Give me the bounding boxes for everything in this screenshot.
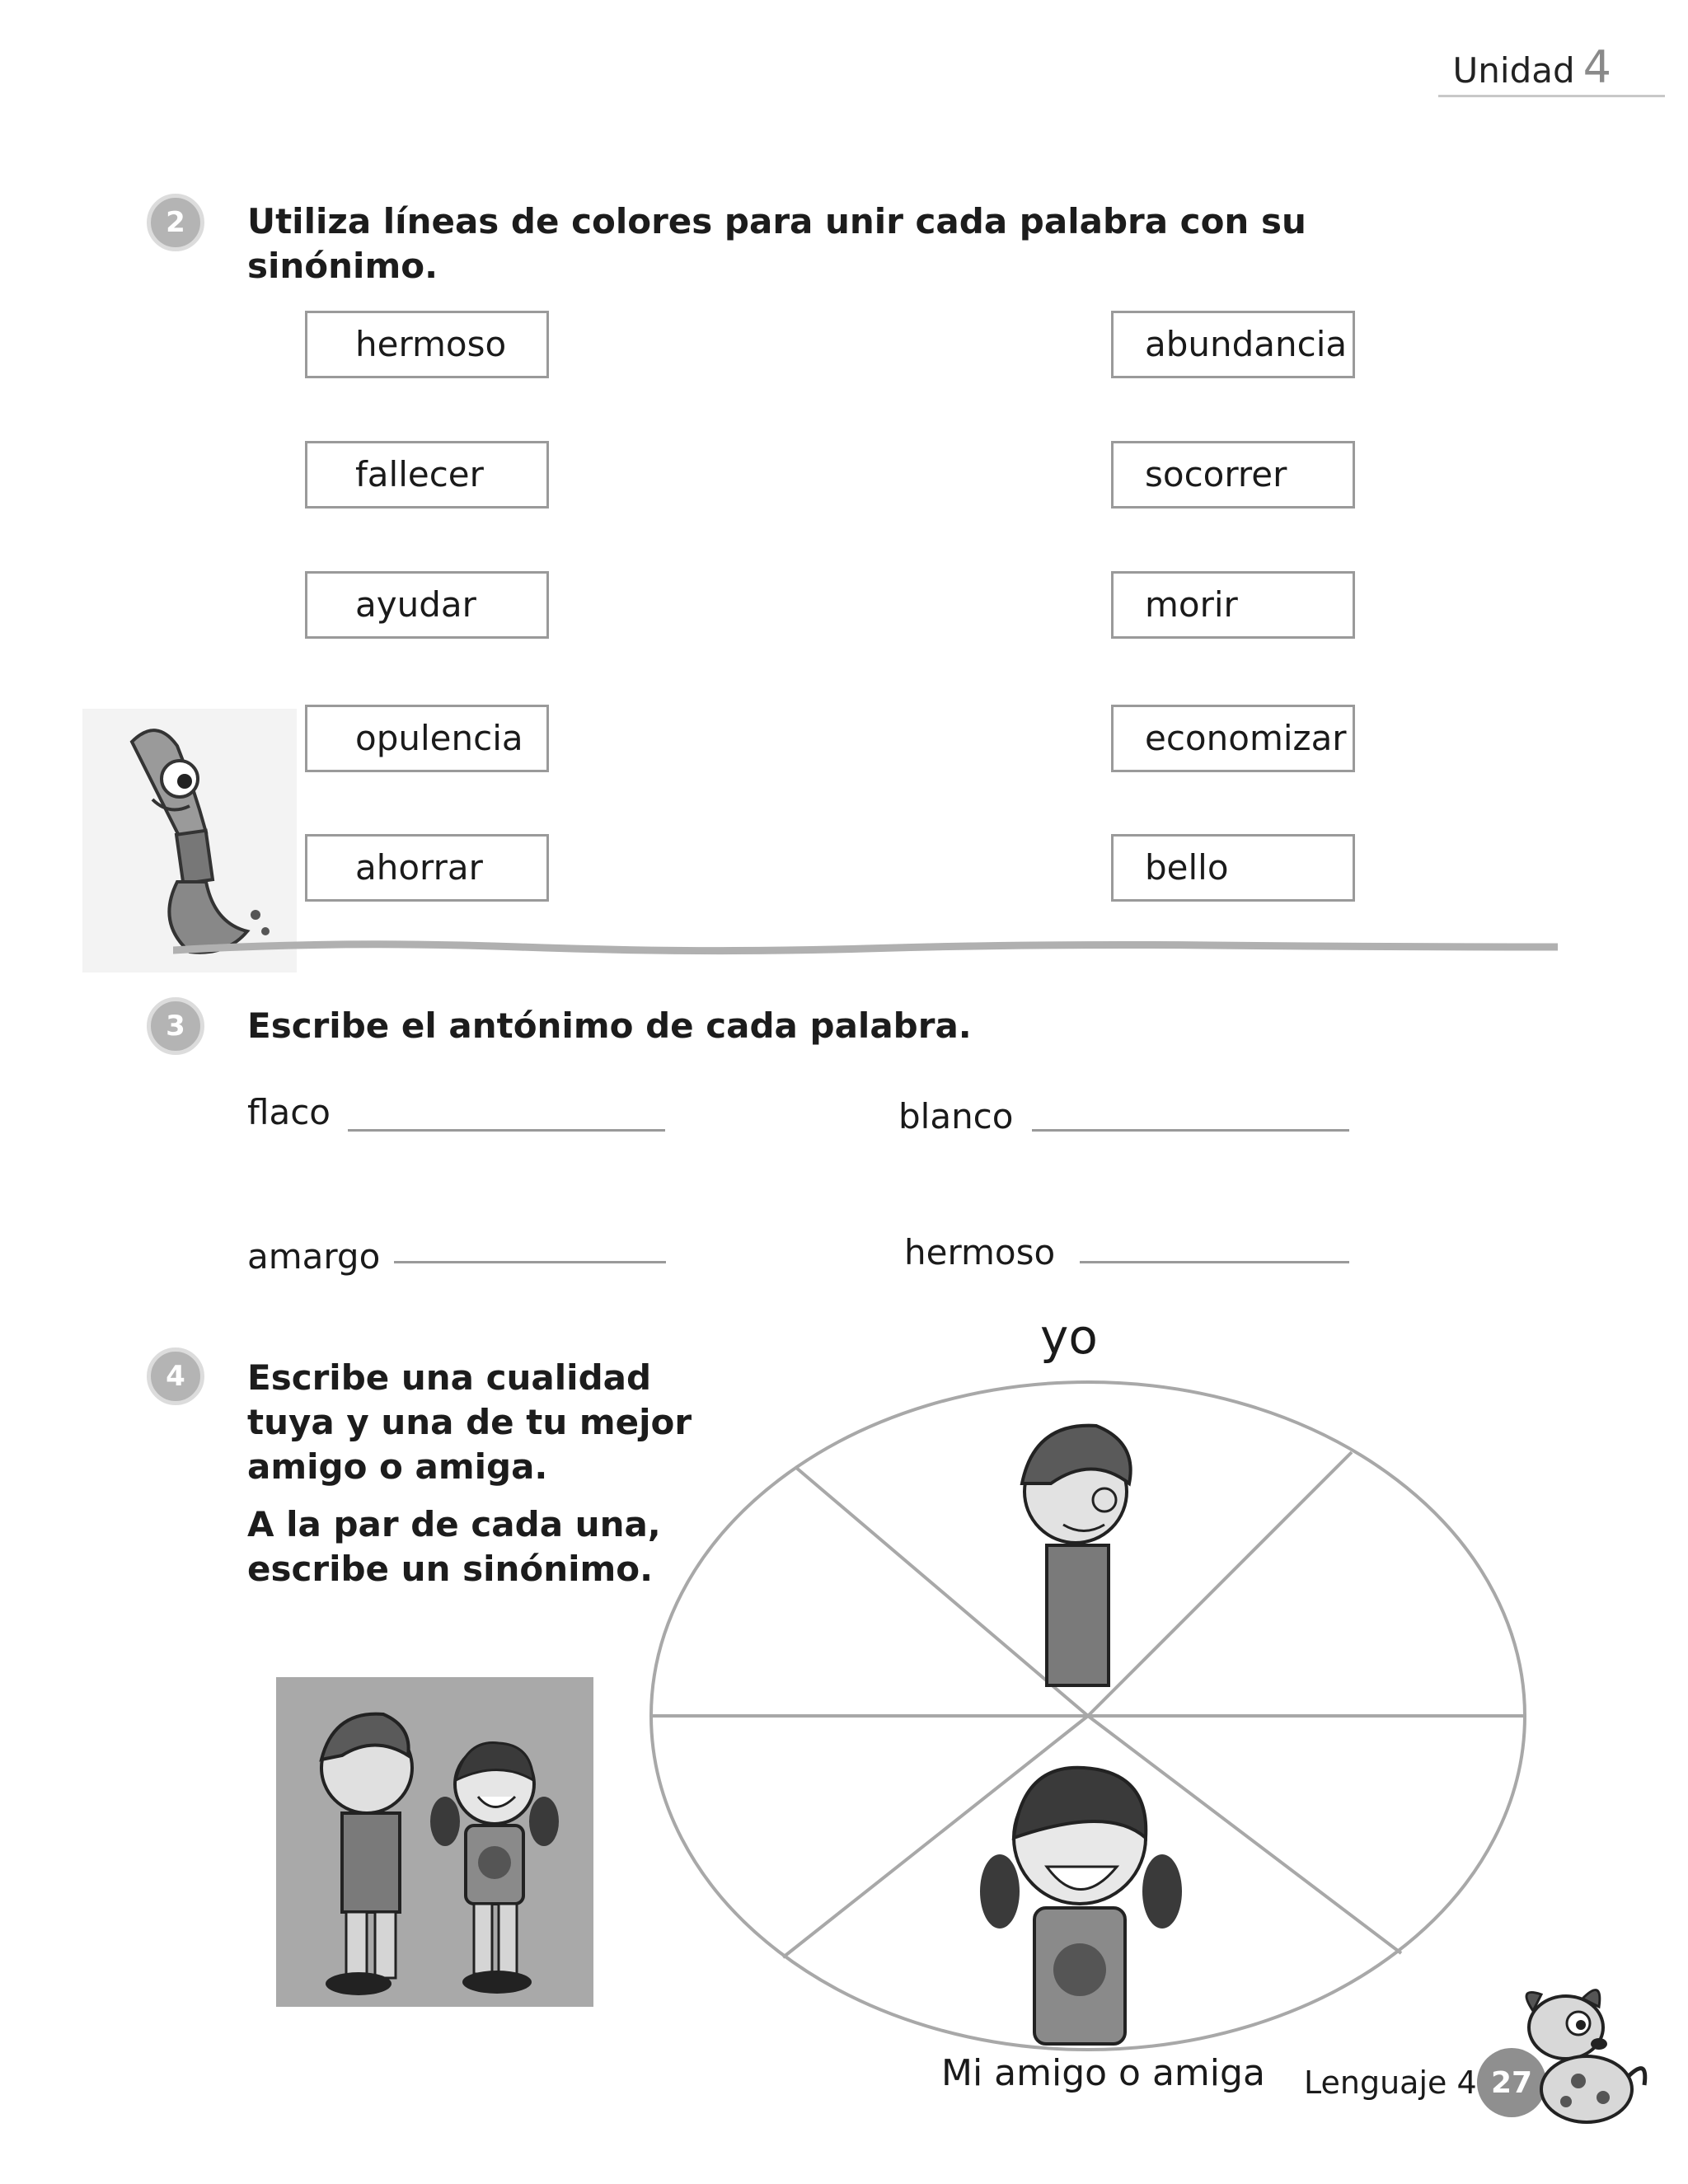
antonym-blank-hermoso[interactable] xyxy=(1080,1261,1349,1263)
exercise-2-instruction: Utiliza líneas de colores para unir cada palabra con su sinónimo. xyxy=(247,201,1306,286)
left-word-ahorrar[interactable]: ahorrar xyxy=(305,834,549,902)
right-word-morir[interactable]: morir xyxy=(1111,571,1355,639)
section-divider xyxy=(173,935,1558,960)
right-word-socorrer[interactable]: socorrer xyxy=(1111,441,1355,509)
antonym-blank-amargo[interactable] xyxy=(394,1261,666,1263)
exercise-3-number: 3 xyxy=(147,997,204,1055)
exercise-3-instruction: Escribe el antónimo de cada palabra. xyxy=(247,1005,972,1046)
antonym-blank-flaco[interactable] xyxy=(348,1129,665,1132)
header-rule xyxy=(1438,95,1665,97)
qualities-ellipse-diagram xyxy=(647,1376,1529,2069)
antonym-word-amargo: amargo xyxy=(247,1236,381,1277)
exercise-4-number: 4 xyxy=(147,1347,204,1405)
page-number-badge: 27 xyxy=(1477,2048,1546,2117)
unit-label-text: Unidad xyxy=(1452,50,1575,91)
antonym-blank-blanco[interactable] xyxy=(1032,1129,1349,1132)
exercise-4-instruction-1: Escribe una cualidad tuya y una de tu mejor amigo o amiga. xyxy=(247,1357,692,1487)
friends-illustration xyxy=(276,1677,593,2007)
unit-number: 4 xyxy=(1582,41,1611,93)
left-word-fallecer[interactable]: fallecer xyxy=(305,441,549,509)
unit-label xyxy=(1453,41,1611,93)
left-word-hermoso[interactable]: hermoso xyxy=(305,311,549,378)
paintbrush-mascot-illustration xyxy=(82,709,297,972)
dog-mascot-illustration xyxy=(1508,1978,1653,2135)
antonym-word-flaco: flaco xyxy=(247,1092,331,1132)
antonym-word-hermoso: hermoso xyxy=(904,1232,1056,1272)
footer-book-title: Lenguaje 4 xyxy=(1304,2064,1477,2101)
right-word-bello[interactable]: bello xyxy=(1111,834,1355,902)
left-word-ayudar[interactable]: ayudar xyxy=(305,571,549,639)
right-word-economizar[interactable]: economizar xyxy=(1111,705,1355,772)
exercise-4-instruction-2: A la par de cada una, escribe un sinónimo. xyxy=(247,1504,661,1589)
right-word-abundancia[interactable]: abundancia xyxy=(1111,311,1355,378)
label-yo: yo xyxy=(1040,1309,1098,1365)
exercise-2-number: 2 xyxy=(147,194,204,251)
antonym-word-blanco: blanco xyxy=(898,1096,1014,1137)
label-mi-amigo: Mi amigo o amiga xyxy=(941,2052,1265,2094)
left-word-opulencia[interactable]: opulencia xyxy=(305,705,549,772)
